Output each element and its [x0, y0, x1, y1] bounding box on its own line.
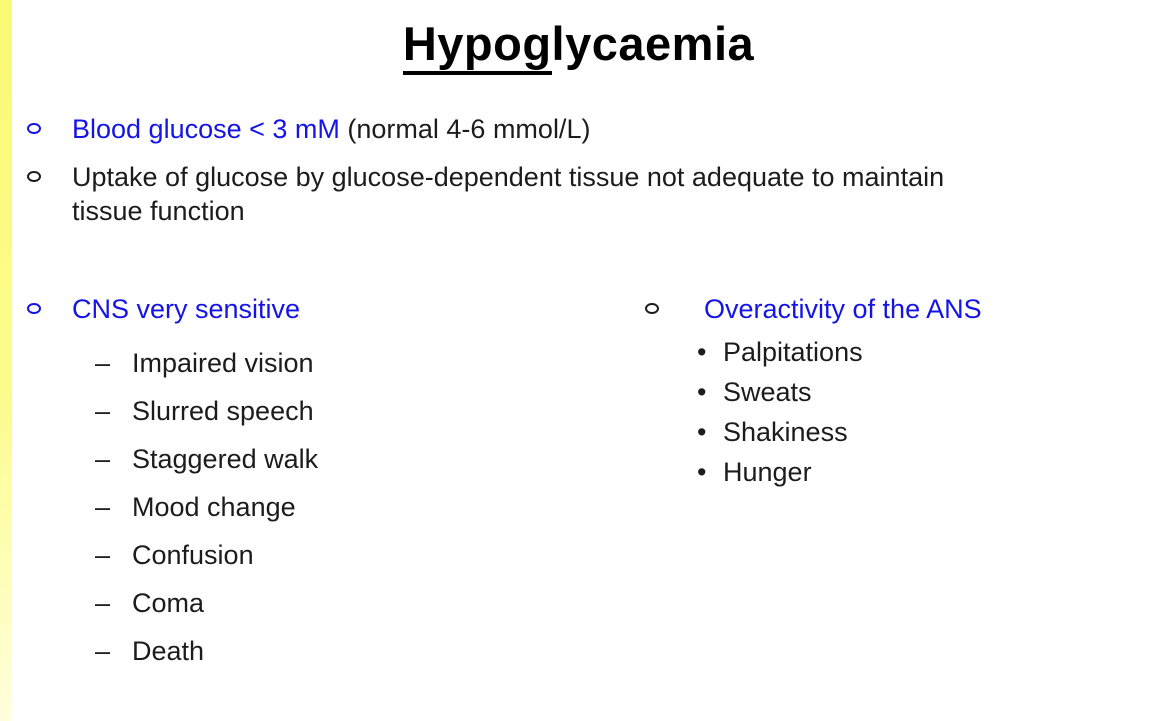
list-item: [697, 452, 1125, 492]
circle-bullet-icon: [645, 303, 659, 314]
dash-bullet-icon: –: [95, 444, 111, 474]
dash-bullet-icon: –: [95, 588, 111, 618]
cns-symptom-list: [27, 339, 587, 675]
circle-bullet-icon: [27, 171, 41, 182]
dash-bullet-icon: –: [95, 636, 111, 666]
list-item: [697, 412, 1125, 452]
left-edge-accent-strip: [0, 0, 12, 721]
ans-item-label: Hunger: [723, 457, 812, 487]
list-item: [95, 579, 587, 627]
dash-bullet-icon: –: [95, 492, 111, 522]
cns-heading-row: [27, 292, 587, 326]
cns-item-label: Death: [132, 636, 205, 666]
ans-heading: Overactivity of the ANS: [704, 294, 982, 324]
dash-bullet-icon: –: [95, 540, 111, 570]
list-item: [27, 112, 1149, 146]
blood-glucose-highlight: Blood glucose < 3 mM: [72, 114, 340, 144]
list-item: [95, 483, 587, 531]
dot-bullet-icon: •: [697, 457, 707, 487]
ans-item-label: Palpitations: [723, 337, 863, 367]
list-item: [95, 627, 587, 675]
dot-bullet-icon: •: [697, 337, 707, 367]
dot-bullet-icon: •: [697, 377, 707, 407]
cns-item-label: Confusion: [132, 540, 254, 570]
list-item: [95, 387, 587, 435]
title-rest-part: lycaemia: [551, 17, 755, 70]
cns-item-label: Impaired vision: [132, 348, 314, 378]
cns-heading: CNS very sensitive: [72, 294, 301, 324]
dot-bullet-icon: •: [697, 417, 707, 447]
ans-heading-row: [645, 292, 1125, 326]
ans-item-label: Sweats: [723, 377, 812, 407]
dash-bullet-icon: –: [95, 396, 111, 426]
intro-bullet-list: [27, 112, 1149, 228]
circle-bullet-icon: [27, 123, 41, 134]
intro-item-2-text: [72, 160, 944, 228]
ans-symptom-list: [645, 332, 1125, 492]
intro-item-2-line-2: tissue function: [72, 196, 245, 226]
cns-item-label: Slurred speech: [132, 396, 314, 426]
list-item: [95, 531, 587, 579]
cns-item-label: Mood change: [132, 492, 296, 522]
dash-bullet-icon: –: [95, 348, 111, 378]
intro-item-2-line-1: Uptake of glucose by glucose-dependent tissue not adequate to maintain: [72, 162, 945, 192]
list-item: [27, 160, 1149, 228]
cns-item-label: Staggered walk: [132, 444, 319, 474]
list-item: [697, 332, 1125, 372]
ans-item-label: Shakiness: [723, 417, 848, 447]
ans-section: [645, 292, 1125, 492]
intro-item-1-text: [72, 112, 590, 146]
circle-bullet-icon: [27, 303, 41, 314]
page-title: [0, 14, 1157, 74]
title-underlined-part: Hypog: [403, 17, 552, 75]
normal-range-text: (normal 4-6 mmol/L): [339, 114, 591, 144]
cns-item-label: Coma: [132, 588, 205, 618]
cns-section: [27, 292, 587, 675]
list-item: [697, 372, 1125, 412]
list-item: [95, 339, 587, 387]
list-item: [95, 435, 587, 483]
